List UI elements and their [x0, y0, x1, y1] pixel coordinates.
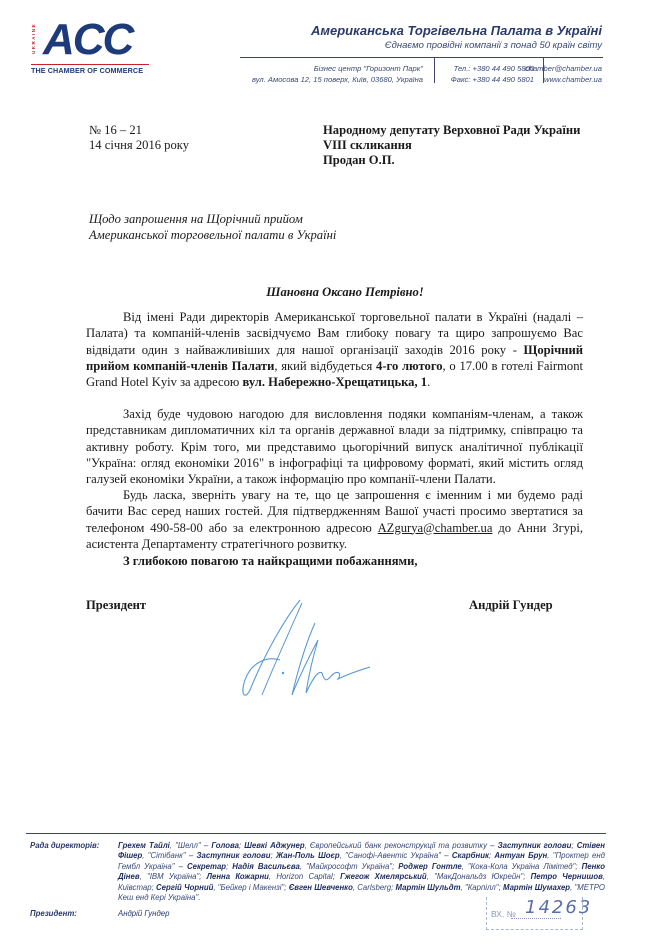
- header-address: [252, 63, 423, 85]
- stamp-label: ВХ. №: [491, 909, 516, 919]
- board-member-name: Антуан Брун: [494, 851, 548, 861]
- board-member-org: , Київстар: [118, 872, 605, 892]
- stamp-underline: [511, 918, 561, 919]
- board-of-directors-list: Грехем Тайлі, "Шелл" – Голова; Шевкі Аджунер, Європейський банк реконструкції та розвитку – Заступник голови; Стівен Фішер, "Сітібанк" – Заступник голови; Жан-Поль Шоєр, "Санофі-Авентіс Україна" – Скарбник; Антуан Брун, "Проктер енд Гембл Україна" – Секретар; Надія Васильєва, "Майкрософт Україна"; Роджер Гонтле, "Кока-Кола Україна Лімітед"; Пенко Дінев, "IBM Україна"; Ленна Кожарни, Horizon Capital; Гжегож Хмелярський, "МакДональдз Юкрейн"; Петро Чернишов, Київстар; Сергій Чорний, "Бейкер і Макензі"; Євген Шевченко, Carlsberg; Мартін Шульдт, "Карпілл"; Мартін Шумахер, "МЕТРО Кеш енд Кері Україна".: [118, 841, 605, 903]
- board-member-org: , "Проктер енд Гембл Україна" –: [118, 851, 605, 871]
- board-member-org: , "Сітібанк" –: [142, 851, 197, 861]
- header-web: [525, 63, 602, 85]
- subject-block: [89, 211, 336, 243]
- board-member-name: Пенко Дінев: [118, 861, 605, 882]
- addressee-line-2: VIII скликання: [323, 138, 412, 152]
- letter-date: 14 січня 2016 року: [89, 138, 190, 152]
- handwritten-signature: [220, 595, 370, 705]
- header-separator: [434, 58, 435, 83]
- board-member-name: Петро Чернишов: [530, 872, 603, 882]
- header-website-link[interactable]: www.chamber.ua: [544, 75, 602, 84]
- board-member-org: , "Бейкер і Макензі": [213, 882, 285, 892]
- board-member-name: Роджер Гонтле: [398, 861, 462, 871]
- signatory-role: Президент: [86, 598, 147, 612]
- board-member-name: Грехем Тайлі: [118, 841, 170, 850]
- president-name: Андрій Гундер: [118, 909, 170, 918]
- board-member-role: Голова: [211, 841, 239, 850]
- board-member-name: Сергій Чорний: [155, 882, 214, 892]
- board-member-org: , "Карпілл": [460, 882, 499, 892]
- subject-line-1: Щодо запрошення на Щорічний прийом: [89, 212, 303, 226]
- greeting: Шановна Оксано Петрівно!: [266, 285, 424, 299]
- letter-reference: [89, 123, 189, 153]
- acc-logo: [29, 17, 149, 75]
- phone-fax: Факс: +380 44 490 5801: [450, 75, 534, 84]
- board-label: Рада директорів:: [30, 841, 100, 850]
- president-label: Президент:: [30, 909, 77, 918]
- paragraph-3: [86, 487, 583, 552]
- header-divider: [240, 57, 603, 58]
- contact-email-link[interactable]: AZgurya@chamber.ua: [377, 520, 493, 535]
- board-member-org: , "Кока-Кола Україна Лімітед": [461, 861, 576, 871]
- paragraph-1: [86, 309, 583, 390]
- board-member-org: , "МЕТРО Кеш енд Кері Україна": [118, 882, 605, 903]
- board-member-name: Ленна Кожарни: [206, 872, 269, 882]
- org-tagline: Єднаємо провідні компанії з понад 50 країн світу: [384, 40, 602, 51]
- board-member-name: Мартін Шумахер: [503, 882, 571, 892]
- board-member-org: , "Майкрософт Україна": [299, 861, 393, 871]
- board-member-role: Заступник голови: [196, 851, 271, 861]
- header-email-link[interactable]: chamber@chamber.ua: [524, 64, 602, 73]
- header-phones: [451, 63, 534, 85]
- board-member-name: Надія Васильєва: [232, 861, 300, 871]
- signatory-name: Андрій Гундер: [469, 598, 553, 612]
- event-address: вул. Набережно-Хрещатицька, 1: [242, 375, 428, 390]
- paragraph-text: Будь ласка, зверніть увагу на те, що це запрошення є іменним і ми будемо раді бачити Вас серед наших гостей. Для підтвердженням Вашої участі просимо звертатися за телефоном 490-58-00 або за електронною адресою: [86, 488, 583, 535]
- address-line-2: вул. Амосова 12, 15 поверх, Київ, 03680, Україна: [252, 75, 423, 84]
- logo-subtitle: THE CHAMBER OF COMMERCE: [31, 66, 144, 75]
- board-member-name: Стівен Фішер: [118, 841, 605, 861]
- board-member-org: , "МакДональдз Юкрейн": [426, 872, 524, 882]
- board-member-org: , Horizon Capital: [268, 872, 333, 882]
- board-member-role: Секретар: [187, 861, 227, 871]
- incoming-stamp: [486, 897, 593, 930]
- paragraph-text: , який відбудеться: [274, 358, 377, 373]
- org-title: Американська Торгівельна Палата в Україні: [310, 23, 602, 38]
- board-member-name: Євген Шевченко: [288, 882, 353, 892]
- logo-acc-mark: ACC: [43, 15, 133, 64]
- address-line-1: Бізнес центр "Горизонт Парк": [313, 64, 423, 73]
- paragraph-text: , о 17.00 в готелі Fairmont Grand Hotel Kyiv за адресою: [86, 358, 583, 390]
- logo-divider: [31, 64, 149, 65]
- board-member-name: Гжегож Хмелярський: [340, 872, 427, 882]
- addressee-block: [323, 123, 580, 168]
- paragraph-2: Захід буде чудовою нагодою для висловлення подяки компаніям-членам, а також представникам дипломатичних кіл та органів державної влади за підтримку, співпрацю та активну роботу. Крім того, ми представимо цьогорічний випуск аналітичної публікації "Україна: огляд економіки 2016" в інфографіці та цифровому форматі, який містить огляд галузей економіки України, а також інформацію про компанії-члени Палати.: [86, 407, 583, 487]
- stamp-number: 14263: [525, 897, 593, 918]
- phone-tel: Тел.: +380 44 490 5800: [453, 64, 534, 73]
- addressee-line-3: Продан О.П.: [323, 153, 395, 167]
- board-member-org: , "IBM Україна": [139, 872, 200, 882]
- board-member-name: Жан-Поль Шоєр: [275, 851, 340, 861]
- subject-line-2: Американської торговельної палати в Україні: [89, 228, 337, 242]
- closing-phrase: З глибокою повагою та найкращими побажаннями,: [123, 554, 418, 568]
- event-date: 4-го лютого: [376, 358, 443, 373]
- board-member-org: , Європейський банк реконструкції та розвитку –: [304, 841, 498, 850]
- board-member-role: Заступник голови: [497, 841, 572, 850]
- board-member-name: Шевкі Аджунер: [244, 841, 305, 850]
- board-member-org: , "Санофі-Авентіс Україна" –: [339, 851, 452, 861]
- ref-number: № 16 – 21: [89, 123, 142, 137]
- board-member-role: Скарбник: [451, 851, 489, 861]
- paragraph-text: до Анни Згурі, асистента Департаменту стратегічного розвитку.: [86, 520, 583, 551]
- logo-ukraine-text: UKRAINE: [31, 23, 36, 55]
- board-member-org: , Carlsberg: [352, 882, 392, 892]
- board-member-org: , "Шелл" –: [169, 841, 212, 850]
- addressee-line-1: Народному депутату Верховної Ради України: [323, 123, 581, 137]
- event-name: Щорічний прийом компаній-членів Палати: [86, 342, 583, 373]
- footer-divider: [26, 833, 606, 834]
- board-member-name: Мартін Шульдт: [395, 882, 461, 892]
- paragraph-text: Від імені Ради директорів Американської торговельної палати в Україні (надалі – Палата) та компаній-членів засвідчуємо Вам глибоку повагу та щиро запрошуємо Вас відвідати один з найважливіших для нашої організації заходів 2016 року -: [86, 310, 583, 357]
- paragraph-text: .: [427, 375, 431, 390]
